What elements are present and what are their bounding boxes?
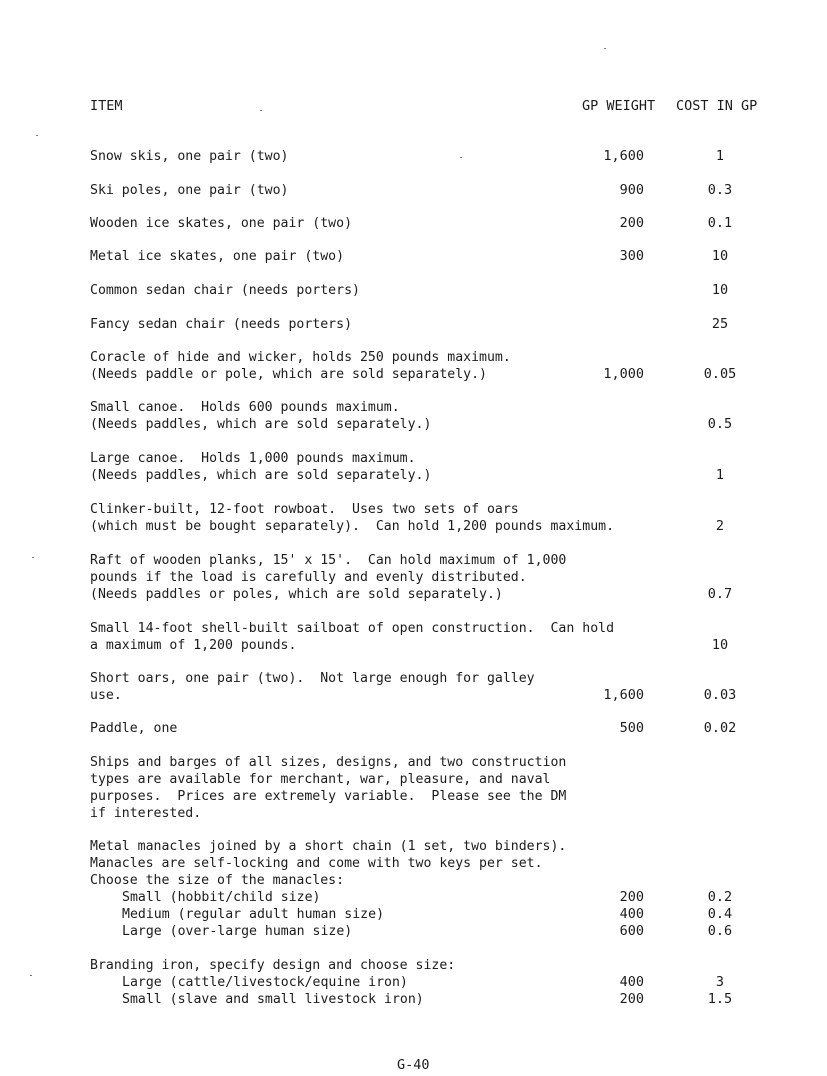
item-cost: 0.5 — [707, 416, 733, 432]
scan-speck — [36, 135, 38, 136]
option-weight: 600 — [619, 923, 644, 939]
item-description — [90, 620, 630, 654]
item-cost: 2 — [715, 518, 725, 534]
item-description-line: (Needs paddles, which are sold separately.) — [90, 468, 432, 483]
item-description-line: Small 14-foot shell-built sailboat of open construction. Can hold — [90, 621, 615, 636]
item-cost: 0.1 — [707, 215, 733, 231]
item-weight: 1,000 — [603, 366, 644, 382]
item-weight: 1,600 — [603, 687, 644, 703]
item-weight: 900 — [619, 182, 644, 198]
scan-speck — [32, 557, 34, 558]
item-weight: 1,600 — [603, 148, 644, 164]
item-description — [90, 316, 630, 333]
item-weight: 300 — [619, 248, 644, 264]
item-description-line: pounds if the load is carefully and evenly distributed. — [90, 570, 527, 585]
item-description-line: Paddle, one — [90, 721, 178, 736]
item-description-line: Large canoe. Holds 1,000 pounds maximum. — [90, 451, 416, 466]
item-description-line: Metal manacles joined by a short chain (1 set, two binders). — [90, 839, 567, 854]
item-description-line: Coracle of hide and wicker, holds 250 pounds maximum. — [90, 350, 511, 365]
size-option-label: Large (over-large human size) — [122, 924, 353, 939]
option-cost: 1.5 — [707, 991, 733, 1007]
scan-speck — [460, 157, 462, 158]
item-description-line: Snow skis, one pair (two) — [90, 149, 289, 164]
item-description-line: (Needs paddles or poles, which are sold separately.) — [90, 587, 503, 602]
item-cost: 1 — [715, 467, 725, 483]
item-description — [90, 248, 630, 265]
item-cost: 0.7 — [707, 586, 733, 602]
item-description-line: Small canoe. Holds 600 pounds maximum. — [90, 400, 400, 415]
item-description — [90, 552, 630, 603]
item-description-line: Clinker-built, 12-foot rowboat. Uses two sets of oars — [90, 502, 519, 517]
item-cost: 0.3 — [707, 182, 733, 198]
item-cost: 25 — [711, 316, 729, 332]
scan-speck — [260, 110, 262, 111]
item-description-line: Branding iron, specify design and choose size: — [90, 958, 456, 973]
option-cost: 0.4 — [707, 906, 733, 922]
option-cost: 3 — [715, 974, 725, 990]
item-description — [90, 838, 630, 940]
item-description-line: (Needs paddle or pole, which are sold separately.) — [90, 367, 487, 382]
item-description — [90, 450, 630, 484]
column-header-cost: COST IN GP — [676, 98, 758, 114]
item-description-line: Ski poles, one pair (two) — [90, 183, 289, 198]
size-option-label: Medium (regular adult human size) — [122, 907, 385, 922]
item-description — [90, 215, 630, 232]
size-option-label: Small (slave and small livestock iron) — [122, 992, 424, 1007]
item-description-line: Manacles are self-locking and come with two keys per set. — [90, 856, 543, 871]
page-number: G-40 — [397, 1057, 430, 1073]
item-description-line: Metal ice skates, one pair (two) — [90, 249, 345, 264]
item-description-line: Choose the size of the manacles: — [90, 873, 345, 888]
item-description-line: Raft of wooden planks, 15' x 15'. Can hold maximum of 1,000 — [90, 553, 567, 568]
item-cost: 10 — [711, 248, 729, 264]
item-description — [90, 754, 630, 822]
item-description — [90, 182, 630, 199]
size-option-label: Large (cattle/livestock/equine iron) — [122, 975, 408, 990]
item-description-line: if interested. — [90, 806, 202, 821]
item-description — [90, 720, 630, 737]
item-description — [90, 148, 630, 165]
column-header-item: ITEM — [90, 98, 123, 114]
item-weight: 500 — [619, 720, 644, 736]
item-description — [90, 282, 630, 299]
option-cost: 0.6 — [707, 923, 733, 939]
item-description-line: (which must be bought separately). Can hold 1,200 pounds maximum. — [90, 519, 615, 534]
item-cost: 0.05 — [703, 366, 737, 382]
scan-speck — [30, 975, 32, 976]
item-description-line: Short oars, one pair (two). Not large enough for galley — [90, 671, 535, 686]
item-description-line: Common sedan chair (needs porters) — [90, 283, 360, 298]
column-header-weight: GP WEIGHT — [582, 98, 656, 114]
item-description — [90, 670, 630, 704]
item-weight: 200 — [619, 215, 644, 231]
item-description-line: (Needs paddles, which are sold separately.) — [90, 417, 432, 432]
item-description-line: use. — [90, 688, 122, 703]
item-description — [90, 349, 630, 383]
item-description-line: Wooden ice skates, one pair (two) — [90, 216, 353, 231]
item-cost: 10 — [711, 282, 729, 298]
option-weight: 200 — [619, 991, 644, 1007]
item-cost: 10 — [711, 637, 729, 653]
item-cost: 0.03 — [703, 687, 737, 703]
item-description — [90, 399, 630, 433]
item-description-line: Ships and barges of all sizes, designs, and two construction — [90, 755, 567, 770]
item-description-line: purposes. Prices are extremely variable. Please see the DM — [90, 789, 567, 804]
item-description-line: types are available for merchant, war, pleasure, and naval — [90, 772, 551, 787]
option-cost: 0.2 — [707, 889, 733, 905]
item-cost: 0.02 — [703, 720, 737, 736]
option-weight: 400 — [619, 906, 644, 922]
option-weight: 200 — [619, 889, 644, 905]
item-description — [90, 957, 630, 1008]
scan-speck — [604, 48, 606, 49]
item-description-line: a maximum of 1,200 pounds. — [90, 638, 297, 653]
item-description — [90, 501, 630, 535]
size-option-label: Small (hobbit/child size) — [122, 890, 321, 905]
item-description-line: Fancy sedan chair (needs porters) — [90, 317, 353, 332]
option-weight: 400 — [619, 974, 644, 990]
item-cost: 1 — [715, 148, 725, 164]
